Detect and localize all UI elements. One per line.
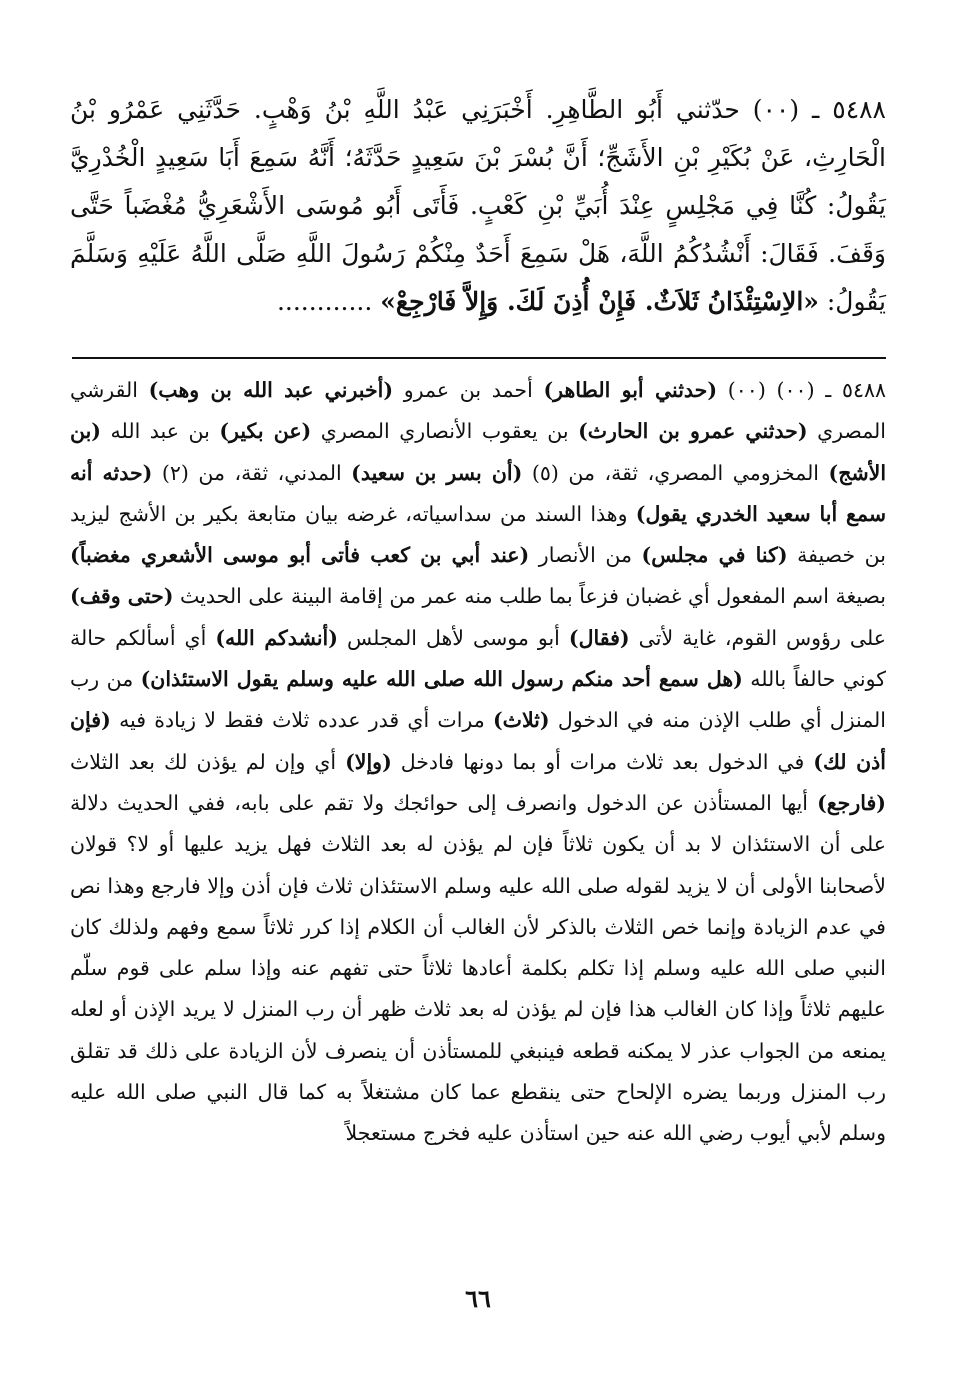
quoted-phrase: (أن بسر بن سعيد) [351,460,523,485]
commentary-span: أيها المستأذن عن الدخول وانصرف إلى حوائجك ولا تقم على بابه، ففي الحديث دلالة على أن الاستئذان لا بد أن يكون ثلاثاً فإن لم يؤذن له بعد الثلاث فهل يزيد عليها أو لا؟ قولان لأصحابنا الأولى أن لا يزيد لقوله صلى الله عليه وسلم الاستئذان ثلاث فإن أذن وإلا فارجع وهذا نص في عدم الزيادة وإنما خص الثلاث بالذكر لأن الغالب أن الكلام إذا كرر ثلاثاً سمع وفهم ولذلك كان النبي صلى الله عليه وسلم إذا تكلم بكلمة أعادها ثلاثاً حتى تفهم عنه وإذا سلم على قوم سلّم عليهم ثلاثاً وإذا كان الغالب هذا فإن لم يؤذن له بعد ثلاث ظهر أن رب المنزل لا يريد الإذن أو لعله يمنعه من الجواب عذر لا يمكنه قطعه فينبغي للمستأذن أن ينصرف لأن الزيادة على ذلك قد تقلق رب المنزل وربما يضره الإلحاح حتى ينقطع عما كان مشتغلاً به كما قال النبي صلى الله عليه وسلم لأبي أيوب رضي الله عنه حين استأذن عليه فخرج مستعجلاً [70,790,886,1146]
commentary-span: من رب المنزل أي طلب الإذن منه في الدخول [70,667,886,733]
quoted-phrase: (وإلا) [345,749,392,774]
footnote-divider [72,357,886,359]
quoted-phrase: (فقال) [568,625,630,650]
quoted-phrase: (فارجع) [817,790,886,815]
hadith-text [70,86,886,326]
commentary-span: بصيغة اسم المفعول أي غضبان فزعاً بما طلب منه عمر من إقامة البينة على الحديث [173,584,886,609]
quoted-phrase: (هل سمع أحد منكم رسول الله صلى الله عليه وسلم يقول الاستئذان) [140,667,743,692]
quoted-phrase: (بن الأشج) [70,419,887,485]
commentary-span: المخزومي المصري، ثقة، من (٥) [522,460,829,485]
commentary-number: ٥٤٨٨ ـ (٠٠) (٠٠) [717,378,887,402]
page-number: ٦٦ [465,1284,491,1313]
commentary-span: القرشي المصري [70,378,887,444]
quoted-phrase: (أنشدكم الله) [215,625,338,650]
commentary-span: من الأنصار [529,543,642,568]
quoted-phrase: (أخبرني عبد الله بن وهب) [148,378,394,402]
commentary-span: وهذا السند من سداسياته، غرضه بيان متابعة بكير بن الأشج ليزيد بن خصيفة [70,501,886,568]
commentary-span: أحمد بن عمرو [393,378,544,402]
hadith-matn: «الاِسْتِئْذَانُ ثَلاَثٌ. فَإِنْ أُذِنَ لَكَ. وَإِلاَّ فَارْجِعْ» [380,287,819,316]
quoted-phrase: (حدثه أنه سمع أبا سعيد الخدري يقول) [70,460,886,526]
quoted-phrase: (حدثني أبو الطاهر) [543,378,718,402]
commentary-text [70,370,886,1155]
commentary-span: مرات أي قدر عدده ثلاث فقط لا زيادة فيه [110,708,493,733]
quoted-phrase: (كنا في مجلس) [641,543,788,568]
hadith-ellipsis: ............ [276,287,381,316]
quoted-phrase: (فإن أذن لك) [70,708,886,774]
quoted-phrase: (حدثني عمرو بن الحارث) [578,419,808,444]
commentary-span: أي وإن لم يؤذن لك بعد الثلاث [70,749,346,774]
commentary-span: أي أسألكم حالة كوني حالفاً بالله [70,625,886,692]
quoted-phrase: (عند أبي بن كعب فأتى أبو موسى الأشعري مغضباً) [70,543,530,568]
commentary-span: في الدخول بعد ثلاث مرات أو بما دونها فادخل [391,749,814,774]
commentary-span: أبو موسى لأهل المجلس [337,625,569,650]
commentary-paragraph [70,370,886,1155]
commentary-span: على رؤوس القوم، غاية لأتى [629,625,886,650]
hadith-isnad: ٥٤٨٨ ـ (٠٠) حدّثني أَبُو الطَّاهِرِ. أَخْبَرَنِي عَبْدُ اللَّهِ بْنُ وَهْبٍ. حَدَّثَنِي عَمْرُو بْنُ الْحَارِثِ، عَنْ بُكَيْرِ بْنِ الأَشَجِّ؛ أَنَّ بُسْرَ بْنَ سَعِيدٍ حَدَّثَهُ؛ أَنَّهُ سَمِعَ أَبَا سَعِيدٍ الْخُدْرِيَّ يَقُولُ: كُنَّا فِي مَجْلِسٍ عِنْدَ أُبَيِّ بْنِ كَعْبٍ. فَأَتَى أَبُو مُوسَى الأَشْعَرِيُّ مُغْضَباً حَتَّى وَقَفَ. فَقَالَ: أَنْشُدُكُمُ اللَّهَ، هَلْ سَمِعَ أَحَدٌ مِنْكُمْ رَسُولَ اللَّهِ صَلَّى اللَّهُ عَلَيْهِ وَسَلَّمَ يَقُولُ: [70,95,886,316]
quoted-phrase: (حتى وقف) [70,584,174,609]
commentary-span: المدني، ثقة، من (٢) [152,460,352,485]
commentary-span: بن عبد الله [101,419,220,444]
quoted-phrase: (عن بكير) [219,419,312,444]
quoted-phrase: (ثلاث) [492,708,550,733]
commentary-span: بن يعقوب الأنصاري المصري [311,419,579,444]
